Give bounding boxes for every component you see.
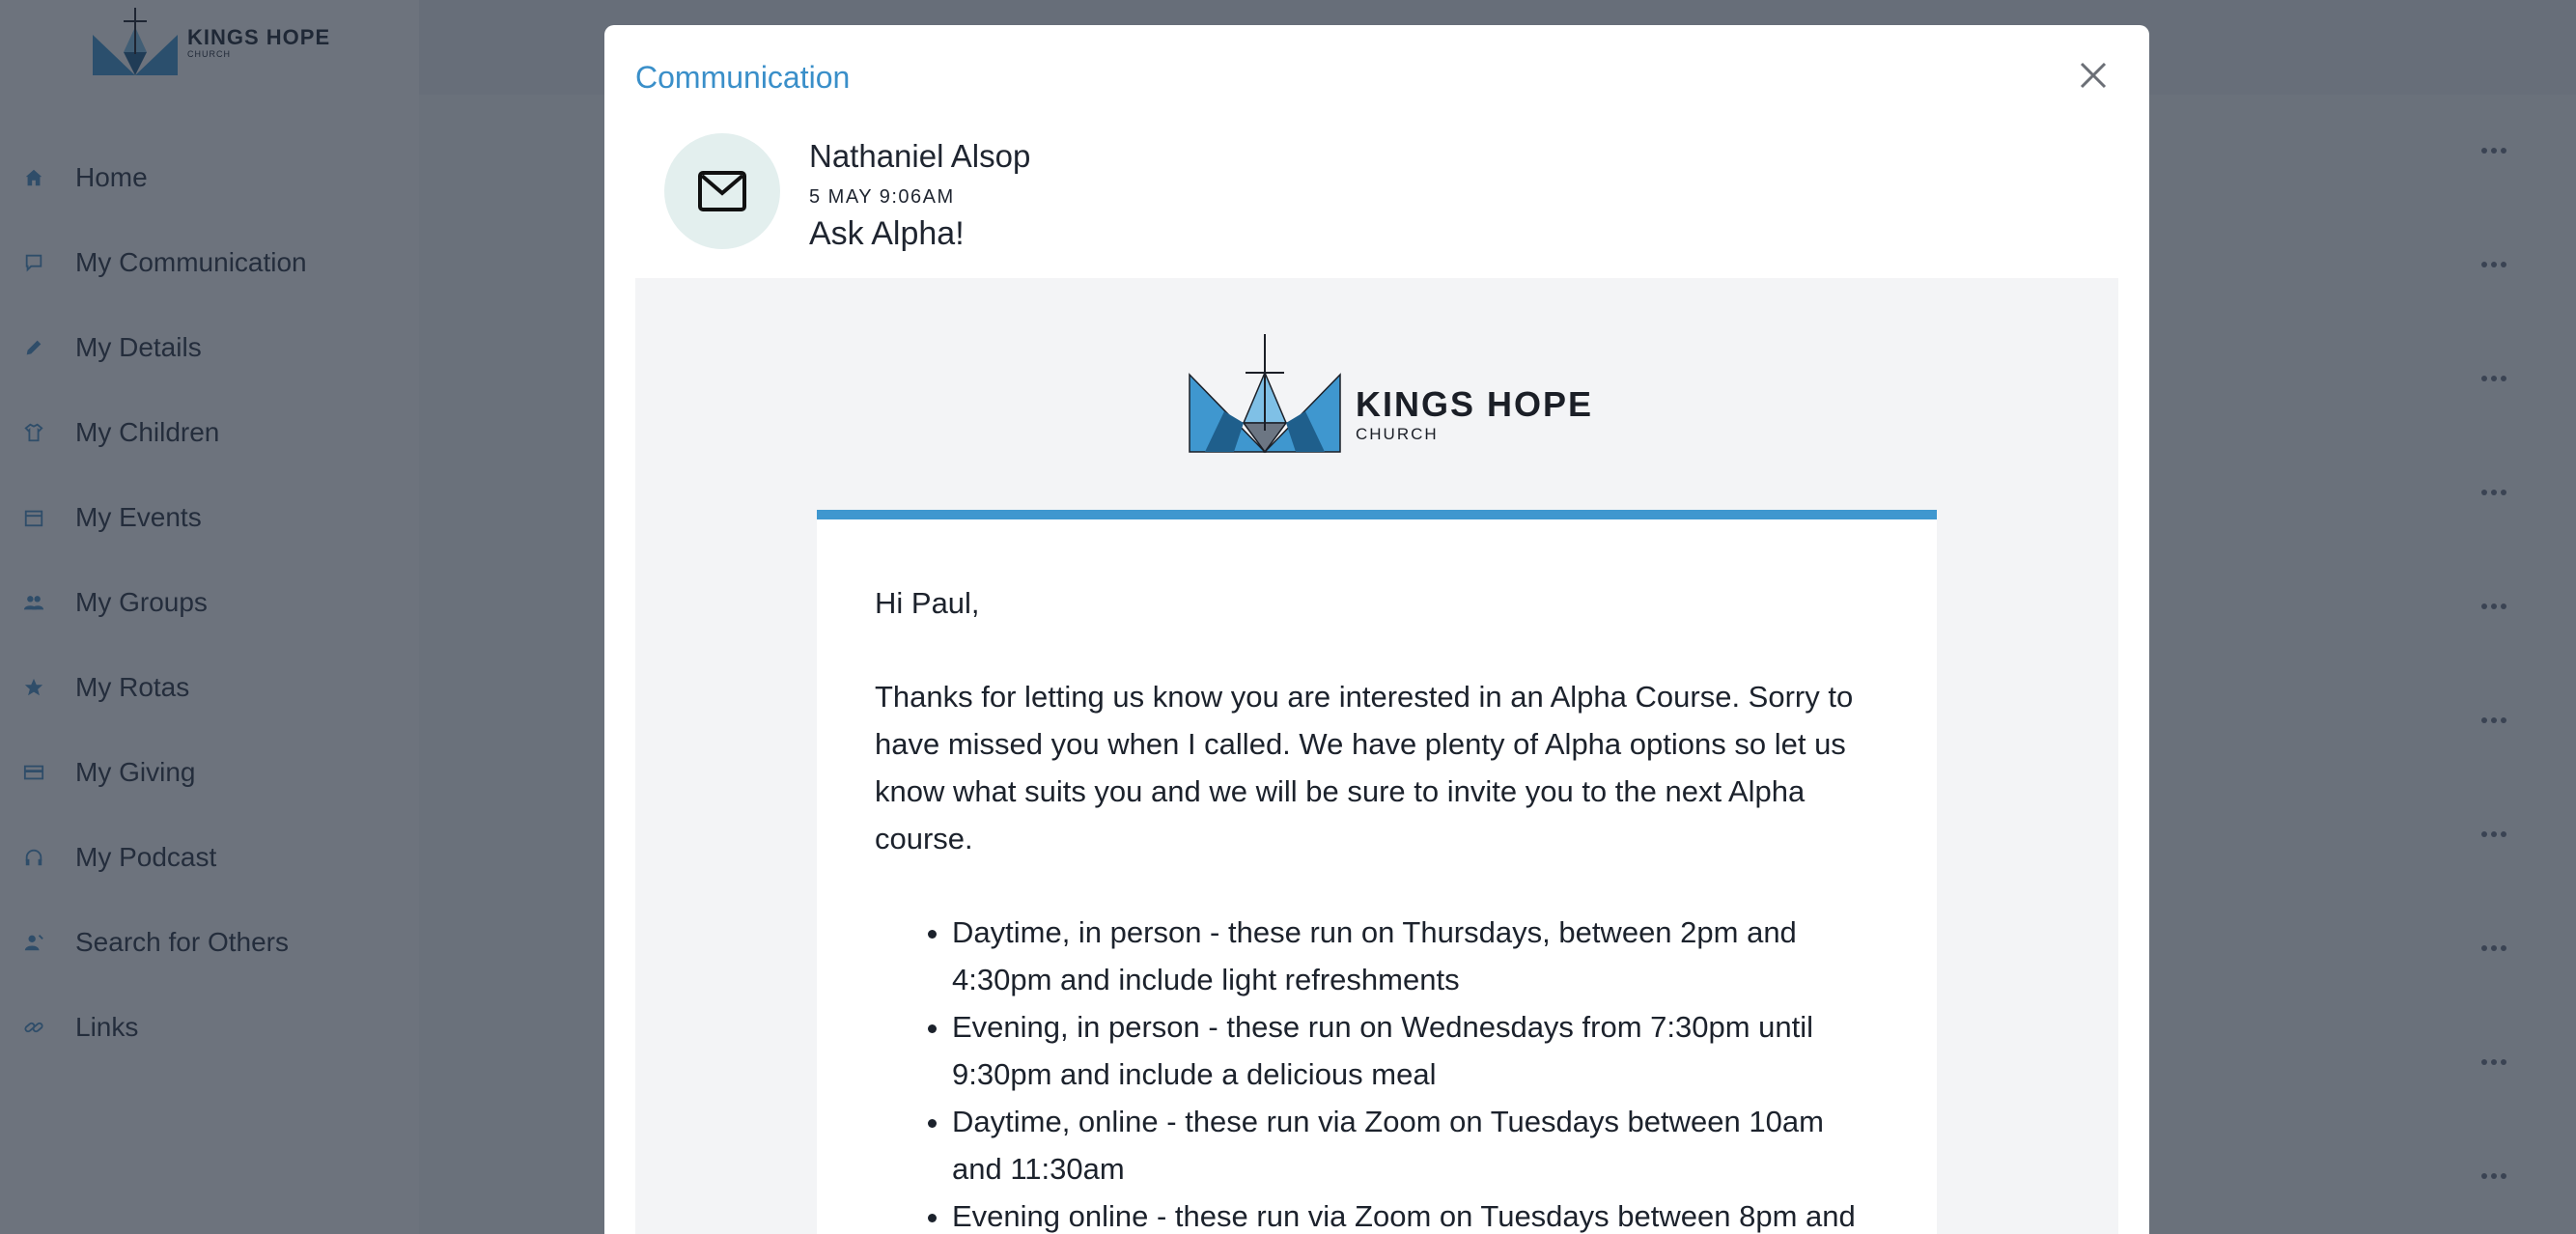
list-item: • Evening, in person - these run on Wednesdays from 7:30pm until 9:30pm and include a delicious meal [952,1003,1879,1098]
communication-modal [604,25,2149,1234]
close-icon [2078,60,2109,91]
email-logo-line2: CHURCH [1356,425,1439,443]
list-item: • Daytime, in person - these run on Thursdays, between 2pm and 4:30pm and include light refreshments [952,909,1879,1003]
list-item: • Evening online - these run via Zoom on Tuesdays between 8pm and [952,1192,1879,1234]
kings-hope-logo-mark [1186,334,1344,454]
email-greeting: Hi Paul, [875,586,980,620]
list-item: • Daytime, online - these run via Zoom on Tuesdays between 10am and 11:30am [952,1098,1879,1192]
email-intro-paragraph: Thanks for letting us know you are interested in an Alpha Course. Sorry to have missed you when I called. We have plenty of Alpha options so let us know what suits you and we will be sure to invite you to the next Alpha course. [875,680,1854,855]
close-button[interactable] [2076,58,2111,93]
email-logo-line1: KINGS HOPE [1356,384,1594,424]
email-logo-text [1356,384,1594,443]
sender-name: Nathaniel Alsop [809,138,1031,174]
email-content [817,510,1937,1234]
alpha-options-list [875,909,1879,1234]
message-date: 5 MAY 9:06AM [809,186,955,208]
sender-avatar [664,133,780,249]
envelope-icon [697,170,747,212]
email-body-frame[interactable] [635,278,2118,1234]
email-logo [1186,334,1593,454]
modal-title: Communication [635,60,851,95]
message-subject: Ask Alpha! [809,215,965,252]
